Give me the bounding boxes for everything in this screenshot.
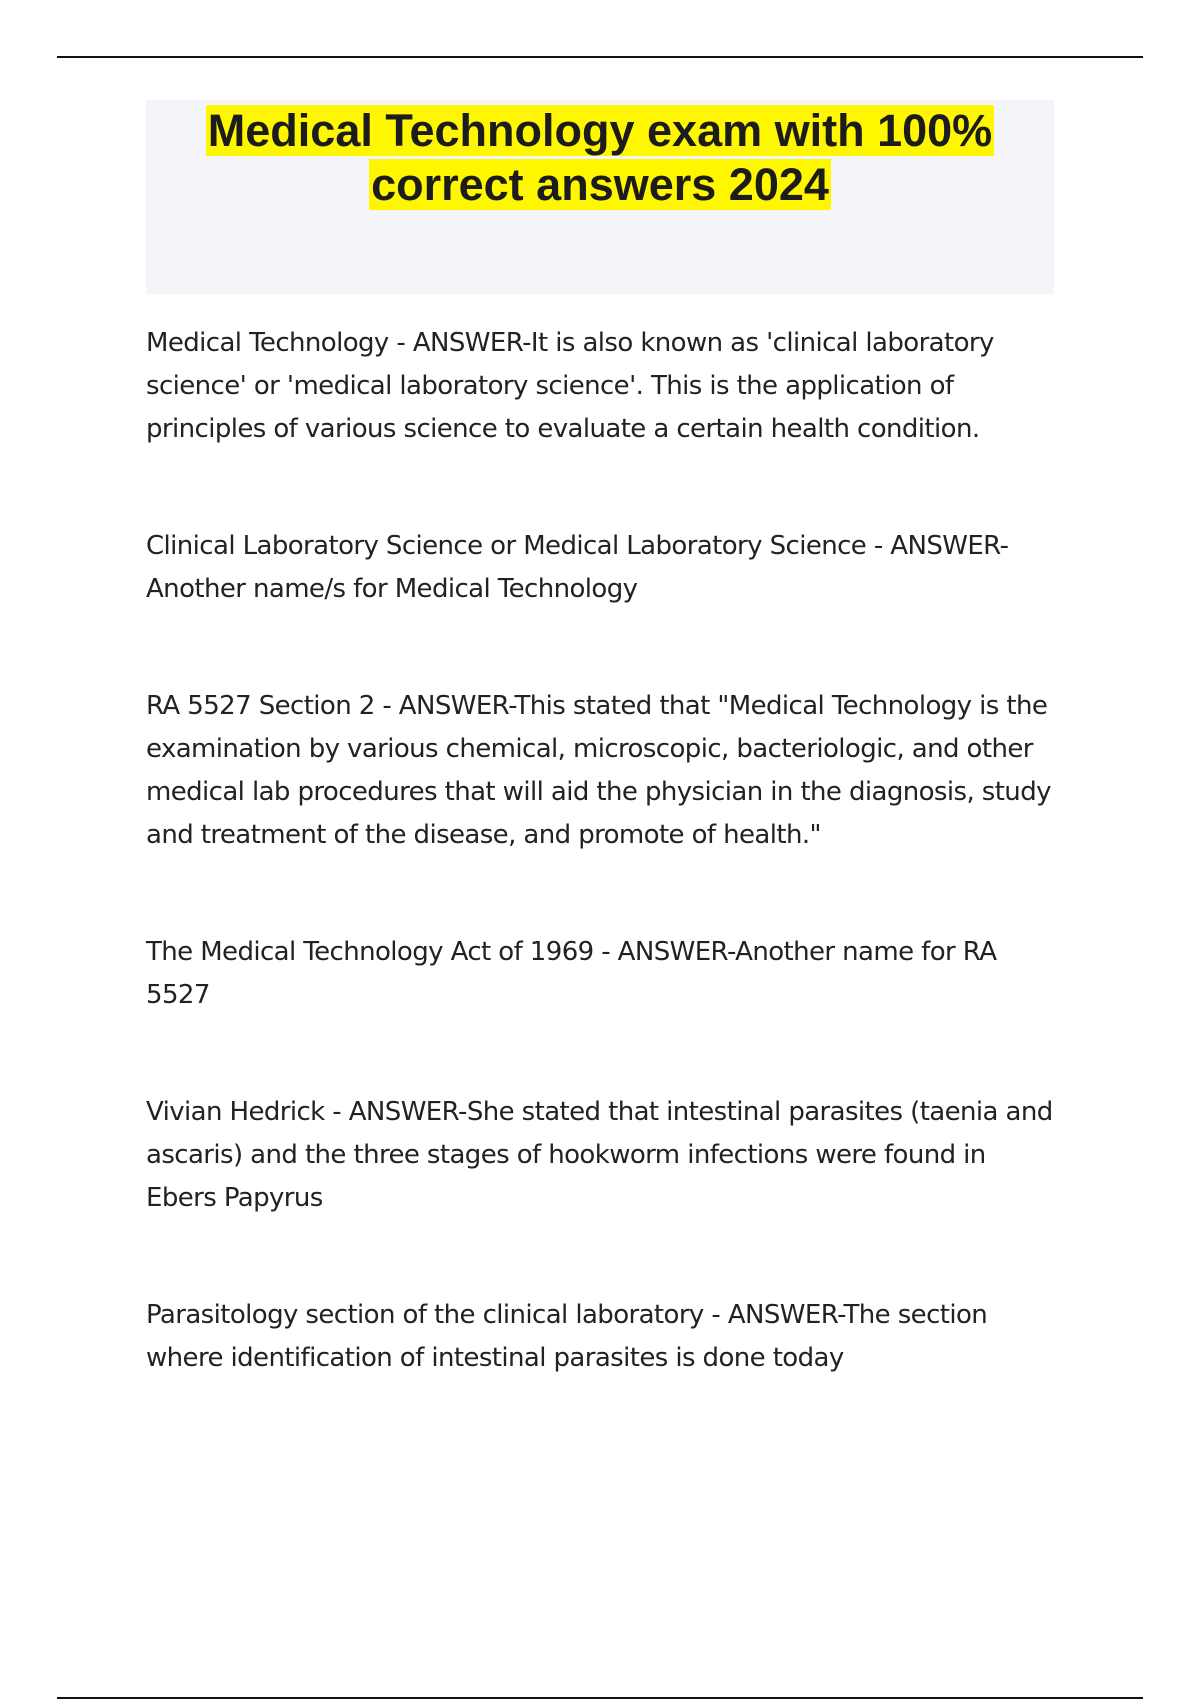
qa-list (146, 322, 1061, 1454)
bottom-divider (57, 1697, 1143, 1699)
title-block (146, 100, 1054, 294)
top-divider (57, 56, 1143, 58)
document-title (146, 100, 1054, 212)
title-highlight: Medical Technology exam with 100% correct answers 2024 (207, 105, 993, 210)
qa-entry: The Medical Technology Act of 1969 - ANSWER-Another name for RA 5527 (146, 937, 997, 1010)
qa-entry: Vivian Hedrick - ANSWER-She stated that intestinal parasites (taenia and ascaris) and the three stages of hookworm infections were found in Ebers Papyrus (146, 1097, 1053, 1213)
qa-entry: Parasitology section of the clinical laboratory - ANSWER-The section where identification of intestinal parasites is done today (146, 1300, 988, 1373)
qa-entry: RA 5527 Section 2 - ANSWER-This stated that "Medical Technology is the examination by various chemical, microscopic, bacteriologic, and other medical lab procedures that will aid the physician in the diagnosis, study and treatment of the disease, and promote of health." (146, 691, 1051, 850)
qa-entry: Medical Technology - ANSWER-It is also known as 'clinical laboratory science' or 'medical laboratory science'. This is the application of principles of various science to evaluate a certain health condition. (146, 328, 994, 444)
qa-entry: Clinical Laboratory Science or Medical Laboratory Science - ANSWER-Another name/s for Medical Technology (146, 531, 1009, 604)
